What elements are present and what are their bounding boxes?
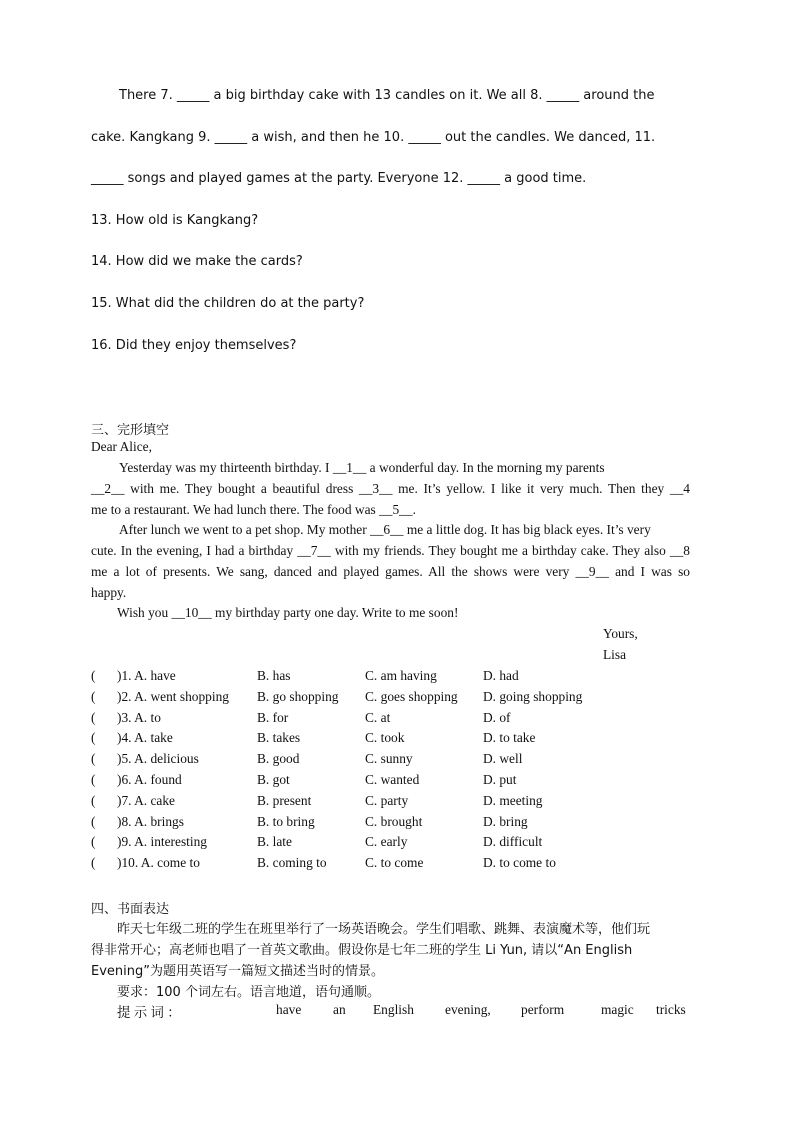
answer-bracket: ( (91, 793, 96, 808)
letter-line: Wish you __10__ my birthday party one day. Write to me soon! (117, 605, 459, 620)
question: 16. Did they enjoy themselves? (91, 338, 297, 353)
option-b: B. coming to (257, 855, 327, 870)
option-a: )4. A. take (117, 730, 173, 745)
section-title: 三、完形填空 (91, 423, 170, 438)
option-a: )10. A. come to (117, 855, 200, 870)
answer-bracket: ( (91, 730, 96, 745)
option-b: B. got (257, 772, 290, 787)
option-d: D. to come to (483, 855, 556, 870)
writing-prompt-line: 得非常开心；高老师也唱了一首英文歌曲。假设你是七年二班的学生 Li Yun, 请以“An English (91, 943, 633, 958)
option-c: C. to come (365, 855, 424, 870)
option-d: D. put (483, 772, 517, 787)
writing-requirement: 要求：100 个词左右。语言地道，语句通顺。 (117, 985, 380, 1000)
question: 15. What did the children do at the party? (91, 296, 365, 311)
hint-word: perform (521, 1002, 565, 1017)
option-c: C. wanted (365, 772, 420, 787)
option-d: D. meeting (483, 793, 543, 808)
hint-word: have (276, 1002, 302, 1017)
writing-prompt-line: 昨天七年级二班的学生在班里举行了一场英语晚会。学生们唱歌、跳舞、表演魔术等，他们玩 (117, 922, 651, 937)
letter-line: me a lot of presents. We sang, danced and played games. All the shows were very __9__ and I was so (91, 564, 690, 579)
option-c: C. goes shopping (365, 689, 458, 704)
writing-prompt-line: Evening”为题用英语写一篇短文描述当时的情景。 (91, 964, 384, 979)
option-d: D. going shopping (483, 689, 583, 704)
hint-word: magic (601, 1002, 634, 1017)
hint-label: 提 示 词 ： (117, 1005, 181, 1020)
option-a: )8. A. brings (117, 814, 184, 829)
option-a: )6. A. found (117, 772, 182, 787)
letter-line: __2__ with me. They bought a beautiful dress __3__ me. It’s yellow. I like it very much. Then they __4 (91, 481, 690, 496)
answer-bracket: ( (91, 668, 96, 683)
hint-word: English (373, 1002, 414, 1017)
option-c: C. am having (365, 668, 437, 683)
option-c: C. party (365, 793, 409, 808)
answer-bracket: ( (91, 855, 96, 870)
option-b: B. takes (257, 730, 301, 745)
option-a: )1. A. have (117, 668, 176, 683)
option-a: )2. A. went shopping (117, 689, 229, 704)
option-b: B. for (257, 710, 289, 725)
option-d: D. of (483, 710, 511, 725)
option-c: C. early (365, 834, 408, 849)
option-a: )5. A. delicious (117, 751, 199, 766)
letter-line: Yesterday was my thirteenth birthday. I __1__ a wonderful day. In the morning my parents (119, 460, 605, 475)
letter-line: happy. (91, 585, 127, 600)
hint-word: evening, (445, 1002, 491, 1017)
section-title: 四、书面表达 (91, 902, 170, 917)
letter-line: After lunch we went to a pet shop. My mother __6__ me a little dog. It has big black eyes. It’s very (119, 522, 651, 537)
answer-bracket: ( (91, 689, 96, 704)
passage-line: There 7. _____ a big birthday cake with 13 candles on it. We all 8. _____ around the (119, 88, 655, 103)
answer-bracket: ( (91, 710, 96, 725)
letter-greeting: Dear Alice, (91, 439, 152, 454)
option-c: C. brought (365, 814, 423, 829)
question: 14. How did we make the cards? (91, 254, 303, 269)
option-b: B. good (257, 751, 300, 766)
letter-line: cute. In the evening, I had a birthday __7__ with my friends. They bought me a birthday cake. They also __8 (91, 543, 690, 558)
hint-word: an (333, 1002, 346, 1017)
option-d: D. to take (483, 730, 536, 745)
hint-word: tricks (656, 1002, 686, 1017)
option-c: C. at (365, 710, 391, 725)
answer-bracket: ( (91, 772, 96, 787)
option-b: B. late (257, 834, 292, 849)
answer-bracket: ( (91, 814, 96, 829)
question: 13. How old is Kangkang? (91, 213, 259, 228)
answer-bracket: ( (91, 751, 96, 766)
option-a: )9. A. interesting (117, 834, 208, 849)
option-d: D. bring (483, 814, 528, 829)
option-a: )7. A. cake (117, 793, 176, 808)
letter-closing: Yours, (603, 626, 638, 641)
passage-line: cake. Kangkang 9. _____ a wish, and then he 10. _____ out the candles. We danced, 11. (91, 130, 656, 145)
letter-signature: Lisa (603, 647, 627, 662)
option-b: B. go shopping (257, 689, 339, 704)
option-d: D. well (483, 751, 523, 766)
option-a: )3. A. to (117, 710, 161, 725)
passage-line: _____ songs and played games at the party. Everyone 12. _____ a good time. (91, 171, 587, 186)
option-b: B. has (257, 668, 291, 683)
option-b: B. present (257, 793, 312, 808)
option-c: C. sunny (365, 751, 413, 766)
option-b: B. to bring (257, 814, 315, 829)
option-d: D. had (483, 668, 519, 683)
option-d: D. difficult (483, 834, 543, 849)
letter-line: me to a restaurant. We had lunch there. The food was __5__. (91, 502, 416, 517)
option-c: C. took (365, 730, 405, 745)
answer-bracket: ( (91, 834, 96, 849)
